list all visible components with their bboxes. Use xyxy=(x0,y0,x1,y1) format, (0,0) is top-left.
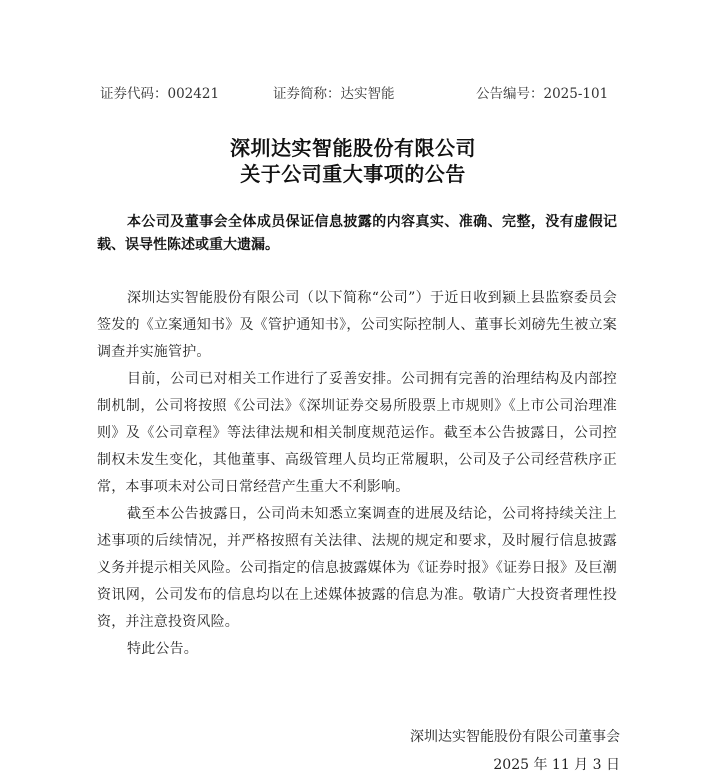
paragraph-closing: 特此公告。 xyxy=(127,641,198,657)
security-abbreviation: 证券简称：达实智能 xyxy=(273,86,395,102)
paragraph-operations-status: 目前，公司已对相关工作进行了妥善安排。公司拥有完善的治理结构及内部控制机制，公司将按照《公司法》《深圳证券交易所股票上市规则》《上市公司治理准则》及《公司章程》等法律法规和相关制度规范运作。截至本公告披露日，公司控制权未发生变化，其他董事、高级管理人员均正常履职，公司及子公司经营秩序正常，本事项未对公司日常经营产生重大不利影响。 xyxy=(97,371,617,495)
security-code: 证券代码：002421 xyxy=(100,86,220,102)
board-declaration: 本公司及董事会全体成员保证信息披露的内容真实、准确、完整，没有虚假记载、误导性陈述或重大遗漏。 xyxy=(97,214,617,253)
announcement-number: 公告编号：2025-101 xyxy=(476,86,609,102)
announcement-body xyxy=(97,285,617,663)
paragraph-investigation-notice: 深圳达实智能股份有限公司（以下简称“公司”）于近日收到颍上县监察委员会签发的《立案通知书》及《管护通知书》，公司实际控制人、董事长刘磅先生被立案调查并实施管护。 xyxy=(97,290,617,360)
paragraph-disclosure-commitment: 截至本公告披露日，公司尚未知悉立案调查的进展及结论，公司将持续关注上述事项的后续情况，并严格按照有关法律、法规的规定和要求，及时履行信息披露义务并提示相关风险。公司指定的信息披露媒体为《证券时报》《证券日报》及巨潮资讯网，公司发布的信息均以在上述媒体披露的信息为准。敬请广大投资者理性投资，并注意投资风险。 xyxy=(97,506,617,630)
announcement-header xyxy=(100,82,610,102)
signature-date: 2025 年 11 月 3 日 xyxy=(493,757,620,773)
document-title-company: 深圳达实智能股份有限公司 xyxy=(230,136,476,160)
signature-organization: 深圳达实智能股份有限公司董事会 xyxy=(410,729,620,745)
document-title-subject: 关于公司重大事项的公告 xyxy=(240,162,466,186)
